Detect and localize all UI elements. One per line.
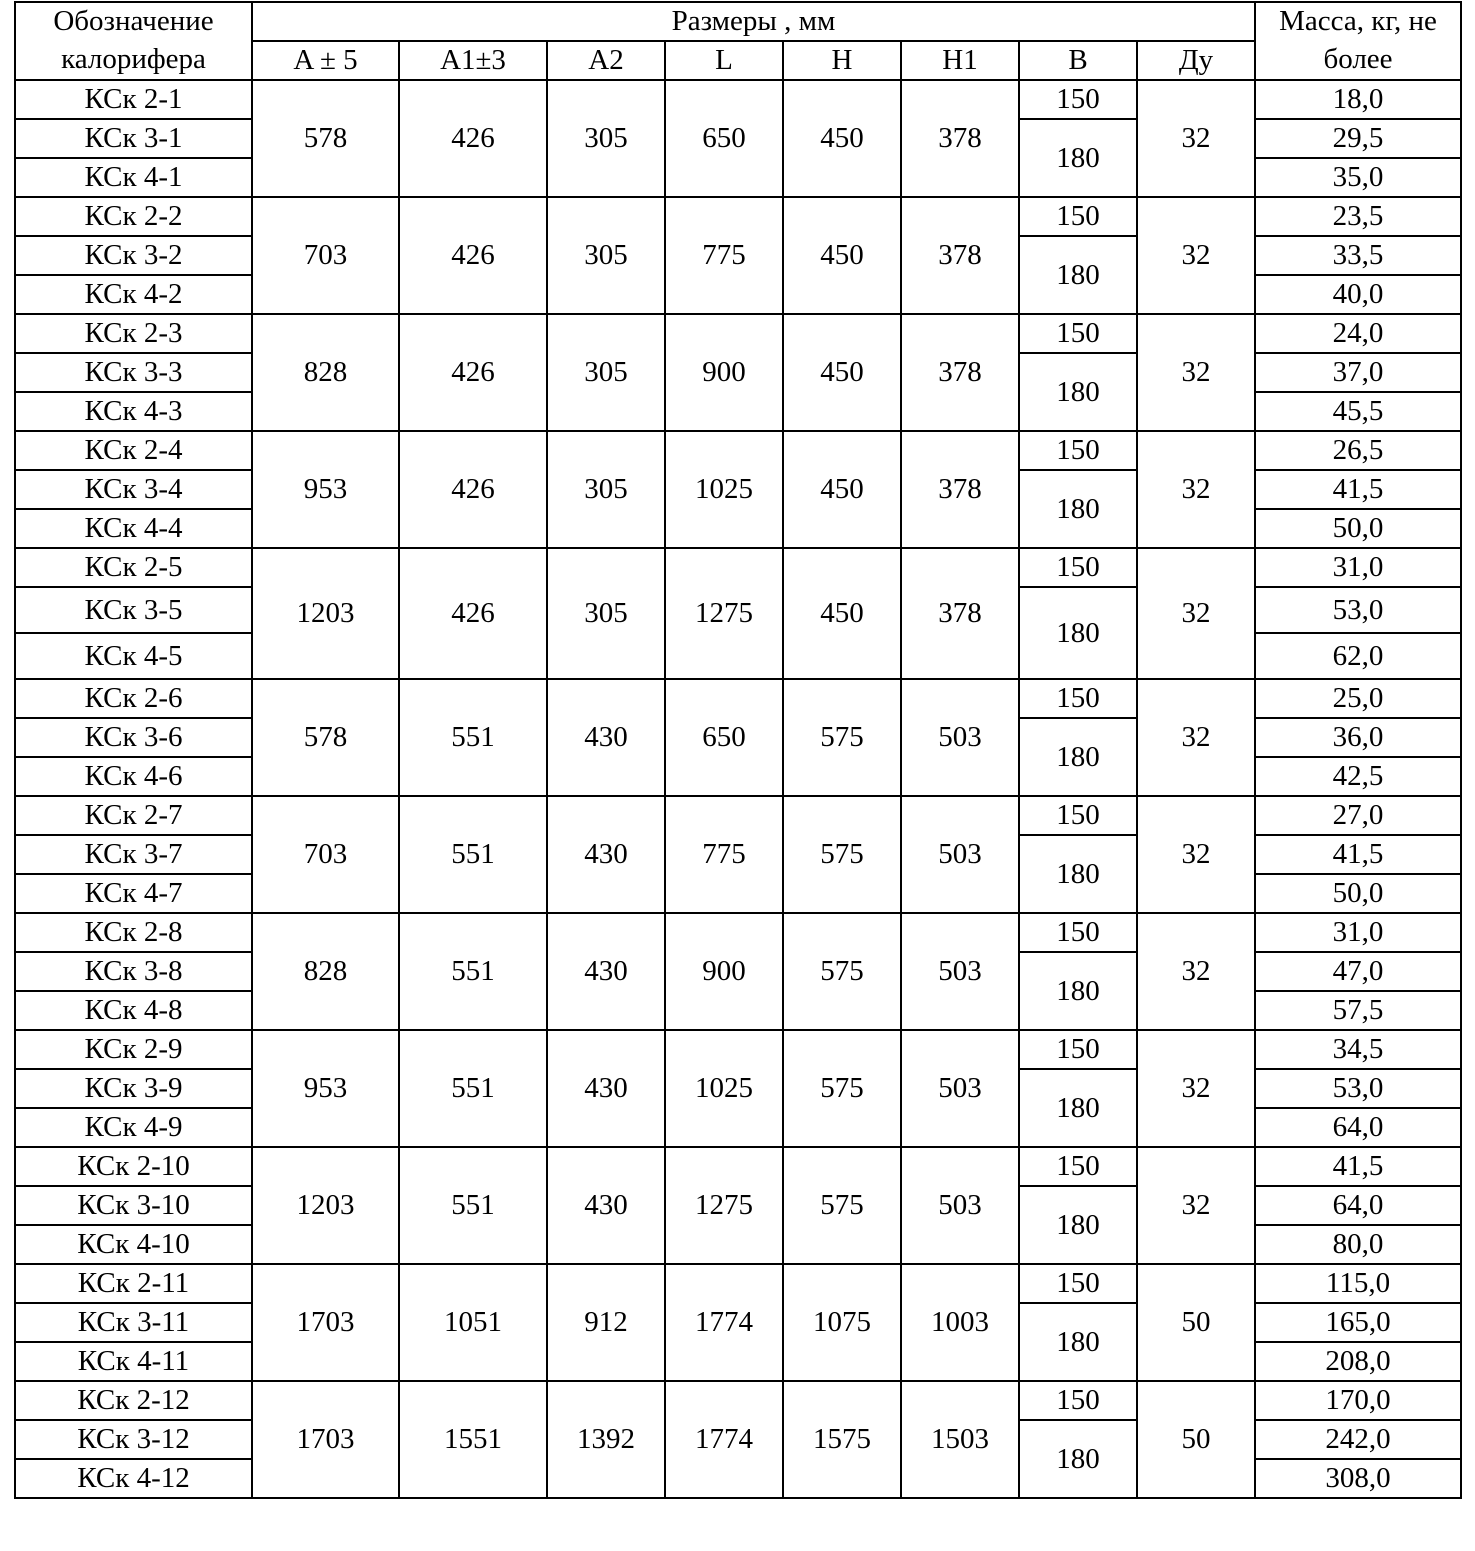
- dim-a1-cell: 1551: [399, 1381, 547, 1498]
- dim-a-cell: 1203: [252, 548, 399, 679]
- dim-b-cell: 150: [1019, 1264, 1137, 1303]
- dim-du-cell: 32: [1137, 314, 1255, 431]
- dim-b-cell: 180: [1019, 236, 1137, 314]
- mass-cell: 33,5: [1255, 236, 1461, 275]
- designation-cell: КСк 4-4: [15, 509, 252, 548]
- dim-h1-cell: 378: [901, 314, 1019, 431]
- header-col-du: Ду: [1137, 41, 1255, 80]
- dim-b-cell: 150: [1019, 314, 1137, 353]
- designation-cell: КСк 2-6: [15, 679, 252, 718]
- dim-du-cell: 32: [1137, 679, 1255, 796]
- dim-h-cell: 575: [783, 1030, 901, 1147]
- dim-a1-cell: 551: [399, 1147, 547, 1264]
- dim-a2-cell: 430: [547, 679, 665, 796]
- table-body: [15, 80, 1461, 1498]
- dim-a2-cell: 305: [547, 197, 665, 314]
- dim-b-cell: 180: [1019, 353, 1137, 431]
- designation-cell: КСк 2-3: [15, 314, 252, 353]
- designation-cell: КСк 4-8: [15, 991, 252, 1030]
- dim-a1-cell: 426: [399, 548, 547, 679]
- designation-cell: КСк 3-1: [15, 119, 252, 158]
- dim-b-cell: 150: [1019, 913, 1137, 952]
- dim-h1-cell: 378: [901, 431, 1019, 548]
- dim-h1-cell: 503: [901, 913, 1019, 1030]
- mass-cell: 41,5: [1255, 1147, 1461, 1186]
- dim-a2-cell: 305: [547, 80, 665, 197]
- dim-a-cell: 828: [252, 314, 399, 431]
- dim-l-cell: 1025: [665, 431, 783, 548]
- dim-a-cell: 1703: [252, 1264, 399, 1381]
- dim-a2-cell: 430: [547, 796, 665, 913]
- dim-h1-cell: 1503: [901, 1381, 1019, 1498]
- designation-cell: КСк 4-5: [15, 633, 252, 679]
- dim-h1-cell: 503: [901, 1030, 1019, 1147]
- dim-du-cell: 32: [1137, 80, 1255, 197]
- dim-a1-cell: 426: [399, 314, 547, 431]
- designation-cell: КСк 3-5: [15, 587, 252, 633]
- header-col-l: L: [665, 41, 783, 80]
- mass-cell: 31,0: [1255, 913, 1461, 952]
- dim-h1-cell: 1003: [901, 1264, 1019, 1381]
- dim-du-cell: 32: [1137, 197, 1255, 314]
- designation-cell: КСк 2-10: [15, 1147, 252, 1186]
- designation-cell: КСк 2-7: [15, 796, 252, 835]
- dim-a1-cell: 551: [399, 913, 547, 1030]
- designation-cell: КСк 2-2: [15, 197, 252, 236]
- mass-cell: 35,0: [1255, 158, 1461, 197]
- table-row: [15, 1381, 1461, 1420]
- mass-cell: 53,0: [1255, 587, 1461, 633]
- dim-l-cell: 900: [665, 913, 783, 1030]
- designation-cell: КСк 2-4: [15, 431, 252, 470]
- designation-cell: КСк 2-1: [15, 80, 252, 119]
- dim-b-cell: 150: [1019, 1030, 1137, 1069]
- dim-h1-cell: 503: [901, 679, 1019, 796]
- dim-b-cell: 150: [1019, 431, 1137, 470]
- dim-a2-cell: 430: [547, 1147, 665, 1264]
- dim-h-cell: 450: [783, 431, 901, 548]
- dim-a1-cell: 426: [399, 197, 547, 314]
- dim-a-cell: 703: [252, 796, 399, 913]
- mass-cell: 31,0: [1255, 548, 1461, 587]
- dim-l-cell: 1774: [665, 1381, 783, 1498]
- table-row: [15, 431, 1461, 470]
- dim-a2-cell: 305: [547, 431, 665, 548]
- mass-cell: 170,0: [1255, 1381, 1461, 1420]
- heater-dimensions-table: [14, 1, 1462, 1499]
- designation-cell: КСк 4-1: [15, 158, 252, 197]
- dim-b-cell: 150: [1019, 80, 1137, 119]
- dim-du-cell: 32: [1137, 431, 1255, 548]
- designation-cell: КСк 4-7: [15, 874, 252, 913]
- table-row: [15, 80, 1461, 119]
- dim-l-cell: 650: [665, 80, 783, 197]
- designation-cell: КСк 4-11: [15, 1342, 252, 1381]
- table-row: [15, 1147, 1461, 1186]
- dim-h1-cell: 378: [901, 80, 1019, 197]
- dim-a1-cell: 1051: [399, 1264, 547, 1381]
- dim-h-cell: 450: [783, 80, 901, 197]
- dim-h-cell: 575: [783, 913, 901, 1030]
- dim-h1-cell: 378: [901, 548, 1019, 679]
- dim-h-cell: 575: [783, 679, 901, 796]
- dim-h-cell: 450: [783, 548, 901, 679]
- mass-cell: 53,0: [1255, 1069, 1461, 1108]
- mass-cell: 18,0: [1255, 80, 1461, 119]
- mass-cell: 36,0: [1255, 718, 1461, 757]
- table-row: [15, 679, 1461, 718]
- mass-cell: 50,0: [1255, 509, 1461, 548]
- dim-du-cell: 32: [1137, 1030, 1255, 1147]
- mass-cell: 208,0: [1255, 1342, 1461, 1381]
- mass-cell: 25,0: [1255, 679, 1461, 718]
- dim-b-cell: 180: [1019, 1186, 1137, 1264]
- designation-cell: КСк 3-3: [15, 353, 252, 392]
- dim-a-cell: 1203: [252, 1147, 399, 1264]
- header-col-a: A ± 5: [252, 41, 399, 80]
- table-row: [15, 314, 1461, 353]
- dim-b-cell: 150: [1019, 548, 1137, 587]
- header-col-b: B: [1019, 41, 1137, 80]
- dim-a2-cell: 305: [547, 314, 665, 431]
- designation-cell: КСк 3-12: [15, 1420, 252, 1459]
- dim-h-cell: 450: [783, 314, 901, 431]
- mass-cell: 41,5: [1255, 470, 1461, 509]
- dim-a-cell: 578: [252, 80, 399, 197]
- dim-a2-cell: 1392: [547, 1381, 665, 1498]
- dim-b-cell: 150: [1019, 1147, 1137, 1186]
- dim-du-cell: 50: [1137, 1381, 1255, 1498]
- header-col-h: H: [783, 41, 901, 80]
- table-row: [15, 548, 1461, 587]
- dim-a1-cell: 551: [399, 1030, 547, 1147]
- dim-l-cell: 775: [665, 796, 783, 913]
- table-row: [15, 913, 1461, 952]
- dim-du-cell: 32: [1137, 913, 1255, 1030]
- dim-b-cell: 150: [1019, 1381, 1137, 1420]
- dim-a1-cell: 426: [399, 80, 547, 197]
- mass-cell: 50,0: [1255, 874, 1461, 913]
- dim-l-cell: 1774: [665, 1264, 783, 1381]
- header-designation: Обозначение калорифера: [15, 2, 252, 80]
- mass-cell: 62,0: [1255, 633, 1461, 679]
- dim-b-cell: 180: [1019, 718, 1137, 796]
- designation-cell: КСк 2-8: [15, 913, 252, 952]
- dim-a-cell: 578: [252, 679, 399, 796]
- dim-b-cell: 150: [1019, 796, 1137, 835]
- mass-cell: 42,5: [1255, 757, 1461, 796]
- mass-cell: 29,5: [1255, 119, 1461, 158]
- table-row: [15, 796, 1461, 835]
- dim-a-cell: 828: [252, 913, 399, 1030]
- dim-h-cell: 575: [783, 796, 901, 913]
- designation-cell: КСк 4-3: [15, 392, 252, 431]
- designation-cell: КСк 4-10: [15, 1225, 252, 1264]
- designation-cell: КСк 3-9: [15, 1069, 252, 1108]
- mass-cell: 64,0: [1255, 1186, 1461, 1225]
- table-row: [15, 1030, 1461, 1069]
- designation-cell: КСк 4-6: [15, 757, 252, 796]
- dim-h-cell: 1075: [783, 1264, 901, 1381]
- header-mass: Масса, кг, не более: [1255, 2, 1461, 80]
- dim-b-cell: 180: [1019, 470, 1137, 548]
- designation-cell: КСк 3-10: [15, 1186, 252, 1225]
- dim-a2-cell: 912: [547, 1264, 665, 1381]
- mass-cell: 165,0: [1255, 1303, 1461, 1342]
- designation-cell: КСк 3-11: [15, 1303, 252, 1342]
- designation-cell: КСк 2-5: [15, 548, 252, 587]
- designation-cell: КСк 3-8: [15, 952, 252, 991]
- mass-cell: 40,0: [1255, 275, 1461, 314]
- dim-h-cell: 1575: [783, 1381, 901, 1498]
- designation-cell: КСк 4-2: [15, 275, 252, 314]
- dim-l-cell: 1275: [665, 548, 783, 679]
- dim-a1-cell: 551: [399, 796, 547, 913]
- dim-l-cell: 900: [665, 314, 783, 431]
- mass-cell: 41,5: [1255, 835, 1461, 874]
- mass-cell: 37,0: [1255, 353, 1461, 392]
- dim-h1-cell: 503: [901, 1147, 1019, 1264]
- dim-a1-cell: 426: [399, 431, 547, 548]
- dim-b-cell: 180: [1019, 1303, 1137, 1381]
- dim-a-cell: 953: [252, 431, 399, 548]
- dim-b-cell: 180: [1019, 1420, 1137, 1498]
- header-col-h1: H1: [901, 41, 1019, 80]
- dim-b-cell: 150: [1019, 679, 1137, 718]
- dim-l-cell: 775: [665, 197, 783, 314]
- mass-cell: 242,0: [1255, 1420, 1461, 1459]
- dim-du-cell: 32: [1137, 1147, 1255, 1264]
- designation-cell: КСк 2-9: [15, 1030, 252, 1069]
- header-col-a1: A1±3: [399, 41, 547, 80]
- mass-cell: 64,0: [1255, 1108, 1461, 1147]
- mass-cell: 45,5: [1255, 392, 1461, 431]
- dim-du-cell: 32: [1137, 796, 1255, 913]
- designation-cell: КСк 4-9: [15, 1108, 252, 1147]
- mass-cell: 27,0: [1255, 796, 1461, 835]
- dim-a2-cell: 430: [547, 913, 665, 1030]
- dim-h-cell: 575: [783, 1147, 901, 1264]
- designation-cell: КСк 3-4: [15, 470, 252, 509]
- mass-cell: 308,0: [1255, 1459, 1461, 1498]
- designation-cell: КСк 3-6: [15, 718, 252, 757]
- dim-h1-cell: 378: [901, 197, 1019, 314]
- dim-a2-cell: 430: [547, 1030, 665, 1147]
- dim-a2-cell: 305: [547, 548, 665, 679]
- mass-cell: 47,0: [1255, 952, 1461, 991]
- dim-h-cell: 450: [783, 197, 901, 314]
- dim-du-cell: 32: [1137, 548, 1255, 679]
- dim-du-cell: 50: [1137, 1264, 1255, 1381]
- designation-cell: КСк 4-12: [15, 1459, 252, 1498]
- table-row: [15, 1264, 1461, 1303]
- dim-l-cell: 1275: [665, 1147, 783, 1264]
- header-col-a2: A2: [547, 41, 665, 80]
- mass-cell: 34,5: [1255, 1030, 1461, 1069]
- dim-l-cell: 1025: [665, 1030, 783, 1147]
- dim-b-cell: 180: [1019, 952, 1137, 1030]
- designation-cell: КСк 3-2: [15, 236, 252, 275]
- mass-cell: 57,5: [1255, 991, 1461, 1030]
- dim-a-cell: 1703: [252, 1381, 399, 1498]
- dim-b-cell: 180: [1019, 119, 1137, 197]
- mass-cell: 26,5: [1255, 431, 1461, 470]
- header-dimensions: Размеры , мм: [252, 2, 1255, 41]
- mass-cell: 80,0: [1255, 1225, 1461, 1264]
- dim-a-cell: 703: [252, 197, 399, 314]
- dim-a-cell: 953: [252, 1030, 399, 1147]
- dim-b-cell: 180: [1019, 587, 1137, 679]
- designation-cell: КСк 2-12: [15, 1381, 252, 1420]
- designation-cell: КСк 3-7: [15, 835, 252, 874]
- designation-cell: КСк 2-11: [15, 1264, 252, 1303]
- dim-b-cell: 180: [1019, 835, 1137, 913]
- mass-cell: 24,0: [1255, 314, 1461, 353]
- dim-b-cell: 150: [1019, 197, 1137, 236]
- mass-cell: 115,0: [1255, 1264, 1461, 1303]
- mass-cell: 23,5: [1255, 197, 1461, 236]
- dim-b-cell: 180: [1019, 1069, 1137, 1147]
- table-row: [15, 197, 1461, 236]
- dim-h1-cell: 503: [901, 796, 1019, 913]
- dim-a1-cell: 551: [399, 679, 547, 796]
- dim-l-cell: 650: [665, 679, 783, 796]
